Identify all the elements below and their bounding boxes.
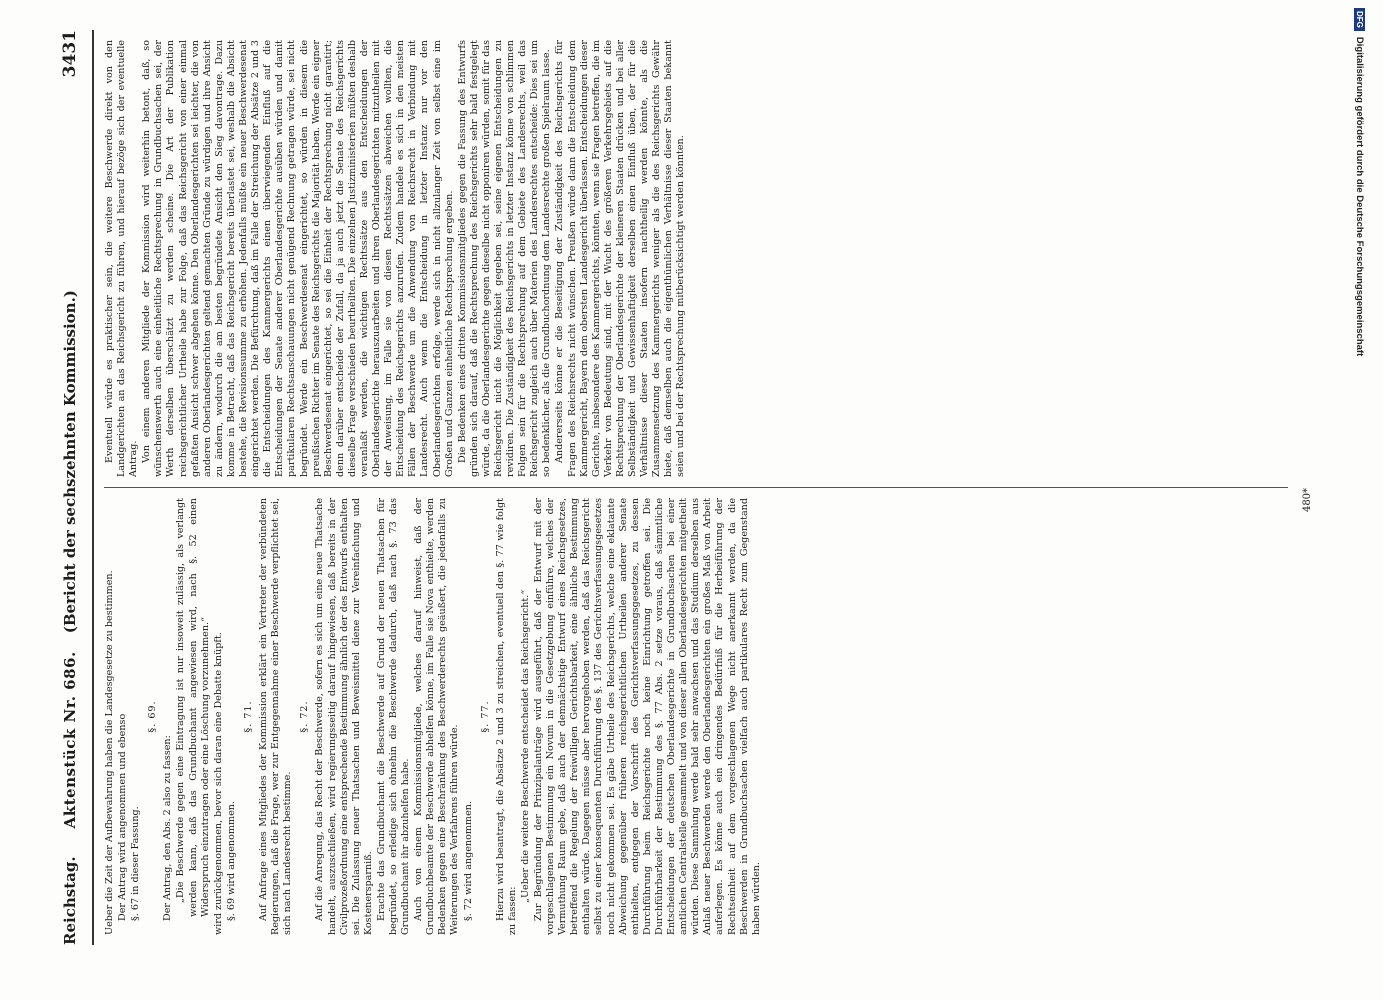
page-number: 3431 — [60, 30, 80, 78]
dfg-logo: DFG — [1355, 8, 1366, 31]
section-heading-69: §. 69. — [147, 700, 159, 733]
section-heading-77: §. 77. — [479, 700, 491, 733]
paragraph: Hierzu wird beantragt, die Absätze 2 und 3 zu streichen, eventuell den §. 77 wie folgt zu fassen: — [494, 498, 518, 935]
column-divider — [104, 487, 1288, 488]
paragraph: Auch von einem Kommissionsmitgliede, welches darauf hinweist, daß der Grundbuchbeamte der Beschwerde abhelfen könne, im Falle sie Nova enthielte, werden Bedenken gegen eine Beschränkung des Beschwerderechts geäußert, die jedenfalls zu Weiterungen des Verfahrens führen würde. — [413, 498, 461, 935]
paragraph: §. 67 in dieser Fassung. — [130, 806, 142, 921]
column-left — [104, 488, 1288, 945]
paragraph: §. 72 wird angenommen. — [462, 801, 474, 921]
paragraph: Eventuell würde es praktischer sein, die weitere Beschwerde direkt von den Landgerichten an das Reichsgericht zu führen, und hierauf bezöge sich der eventuelle Antrag. — [104, 40, 140, 477]
digitization-watermark — [1340, 8, 1380, 992]
paragraph: Ueber die Zeit der Aufbewahrung haben die Landesgesetze zu bestimmen. — [104, 570, 115, 935]
paragraph: Der Antrag, den Abs. 2 also zu fassen: — [162, 735, 174, 921]
paragraph: Zur Begründung der Prinzipalanträge wird ausgeführt, daß der Entwurf mit der vorgeschlagenen Bestimmung ein Novum in die Gesetzgebung einführe, welches der Vermuthung Raum gebe, daß auch der demnächstige Entwurf eines Reichsgesetzes, betreffend die Regelung der freiwilligen Gerichtsbarkeit, eine ähnliche Bestimmung enthalten würde. Dagegen müsse aber hervorgehoben werden, daß das Reichsgericht selbst zu einer konsequenten Durchführung des §. 137 des Gerichtsverfassungsgesetzes noch nicht gekommen sei. Es gäbe Urtheile des Reichsgerichts, welche eine eklatante Abweichung gegenüber früheren reichsgerichtlichen Urtheilen anderer Senate enthielten, entgegen der Vorschrift des Gerichtsverfassungsgesetzes, zu dessen Durchführung beim Reichsgerichte noch keine Einrichtung getroffen sei. Die Durchführbarkeit der Bestimmung des §. 77 Abs. 2 setze voraus, daß sämmtliche Entscheidungen der deutschen Oberlandesgerichte in Grundbuchsachen bei einer amtlichen Centralstelle gesammelt und von dieser allen Oberlandesgerichten mitgetheilt würden. Diese Sammlung werde bald sehr anwachsen und das Studium derselben aus Anlaß neuer Beschwerden werde den Oberlandesgerichten ein großes Maß von Arbeit auferlegen. Es könne auch ein dringendes Bedürfniß für die Herbeiführung der Rechtseinheit auf dem vorgeschlagenen Wege nicht anerkannt werden, da die Beschwerden in Grundbuchsachen vielfach auch partikulares Recht zum Gegenstand haben würden. — [533, 498, 762, 935]
paragraph: Von einem anderen Mitgliede der Kommission wird weiterhin betont, daß, so wünschenswerth auch eine einheitliche Rechtsprechung in Grundbuchsachen sei, der Werth derselben überschätzt zu werden scheine. Die Art der Publikation reichsgerichtlicher Urtheile habe zur Folge, daß das Reichsgericht von einer einmal gefaßten Ansicht schwer abgehen könne. Den Oberlandesgerichten sei leichter, die von anderen Oberlandesgerichten geltend gemachten Gründe zu würdigen und ihre Ansicht zu ändern, wodurch die am besten begründete Ansicht den Sieg davontrage. Dazu komme in Betracht, daß das Reichsgericht bereits überlastet sei, weshalb die Absicht bestehe, die Revisionssumme zu erhöhen. Jedenfalls müßte ein neuer Beschwerdesenat eingerichtet werden. Die Befürchtung, daß im Falle der Streichung der Absätze 2 und 3 die Entscheidungen des Kammergerichts einen überwiegenden Einfluß auf die Entscheidungen der Senate anderer Oberlandesgerichte ausüben würden und damit partikularen Rechtsanschauungen nicht genügend Rechnung getragen würde, sei nicht begründet. Werde ein Beschwerdesenat eingerichtet, so würden in diesem die preußischen Richter im Senate des Reichsgerichts die Majorität haben. Werde ein eigner Beschwerdesenat eingerichtet, so sei die Einheit der Rechtsprechung nicht garantirt; denn darüber entscheide der Zufall, da ja auch jetzt die Senate des Reichsgerichts dieselbe Frage verschieden beurtheilten. Die einzelnen Justizministerien müßten deshalb veranlaßt werden, die wichtigen Rechtssätze aus den Entscheidungen der Oberlandesgerichte herauszuarbeiten und ihren Oberlandesgerichten mitzutheilen mit der Anweisung, im Falle sie von diesen Rechtssätzen abweichen wollten, die Entscheidung des Reichsgerichts anzurufen. Zudem handele es sich in den meisten Fällen der Beschwerde um die Anwendung von Reichsrecht in Verbindung mit Landesrecht. Auch wenn die Entscheidung in letzter Instanz nur vor den Oberlandesgerichten erfolge, werde sich in nicht allzulanger Zeit von selbst eine im Großen und Ganzen einheitliche Rechtsprechung ergeben. — [141, 40, 455, 477]
signature-mark: 480* — [1302, 487, 1313, 513]
text-columns — [104, 30, 1288, 945]
header-left: Reichstag. — [61, 856, 79, 945]
quoted-motion: „Ueber die weitere Beschwerde entscheidet das Reichsgericht.“ — [519, 589, 531, 903]
paragraph: wird zurückgenommen, bevor sich daran eine Debatte knüpft. — [212, 632, 224, 935]
section-heading-71: §. 71. — [242, 700, 254, 733]
quoted-motion: „Die Beschwerde gegen eine Eintragung ist nur insoweit zulässig, als verlangt werden kann, daß das Grundbuchamt angewiesen wird, nach §. 52 einen Widerspruch einzutragen oder eine Löschung vorzunehmen.“ — [175, 498, 211, 917]
page-header — [60, 30, 90, 945]
header-document-number: Aktenstück Nr. 686. — [61, 651, 79, 829]
paragraph: Auf die Anregung, das Recht der Beschwerde, sofern es sich um eine neue Thatsache handelt, auszuschließen, wird regierungsseitig darauf hingewiesen, daß bereits in der Civilprozeßordnung eine entsprechende Bestimmung ähnlich der des Entwurfs enthalten sei. Die Zulassung neuer Thatsachen und Beweismittel diene zur Vereinfachung und Kostenersparniß. — [314, 498, 374, 935]
paragraph: Die Bedenken eines dritten Kommissionsmitgliedes gegen die Fassung des Entwurfs gründen sich darauf, daß die Rechtsprechung des Reichsgerichts sehr bald festgelegt würde, da die Oberlandesgerichte gegen dieselbe nicht opponiren würden, somit für das Reichsgericht nicht die Möglichkeit gegeben sei, seine eigenen Entscheidungen zu revidiren. Die Zuständigkeit des Reichsgerichts in letzter Instanz könne von schlimmen Folgen sein für die Rechtsprechung auf dem Gebiete des Landesrechts, weil das Reichsgericht zugleich auch über Materien des Landesrechtes entscheide: Dies sei um so bedenklicher, als die Grundbuchordnung dem Landesrechte großen Spielraum lasse. — [456, 40, 553, 477]
paragraph: §. 69 wird angenommen. — [225, 801, 237, 921]
header-rule — [92, 30, 94, 945]
paragraph: Andererseits könne er die Beseitigung der Zuständigkeit des Reichsgerichts für Fragen des Reichsrechts nicht wünschen. Preußen würde dann die Entscheidung dem Kammergericht, Bayern dem obersten Landesgericht überlassen. Entscheidungen dieser Gerichte, insbesondere des Kammergerichts, könnten, wenn sie Fragen betreffen, die im Verkehr von Bedeutung sind, mit der Wucht des größeren Verkehrsgebiets auf die Rechtsprechung der Oberlandesgerichte der kleineren Staaten drücken und bei aller Selbständigkeit und Gewissenhaftigkeit derselben einen Einfluß üben, der für die Verhältnisse dieser Staaten insofern nachtheilig werden könnte, als die Zusammensetzung des Kammergerichts weniger als die des Reichsgerichts Gewähr biete, daß demselben auch die eigenthümlichen Verhältnisse dieser Staaten bekannt seien und bei der Rechtsprechung mitberücksichtigt werden könnten. — [554, 40, 687, 477]
paragraph: Auf Anfrage eines Mitgliedes der Kommission erklärt ein Vertreter der verbündeten Regierungen, daß die Frage, wer zur Entgegennahme einer Beschwerde verpflichtet sei, sich nach Landesrecht bestimme. — [258, 498, 294, 935]
watermark-text: Digitalisierung gefördert durch die Deutsche Forschungsgemeinschaft — [1354, 36, 1366, 357]
paragraph: Erachte das Grundbuchamt die Beschwerde auf Grund der neuen Thatsachen für begründet, so erledige sich ohnehin die Beschwerde dadurch, daß nach §. 73 das Grundbuchamt ihr abzuhelfen habe. — [375, 498, 412, 935]
header-report-title: (Bericht der sechszehnten Kommission.) — [61, 290, 79, 634]
column-right — [104, 30, 1288, 487]
paragraph: Der Antrag wird angenommen und ebenso — [117, 713, 129, 921]
section-heading-72: §. 72. — [299, 700, 311, 733]
